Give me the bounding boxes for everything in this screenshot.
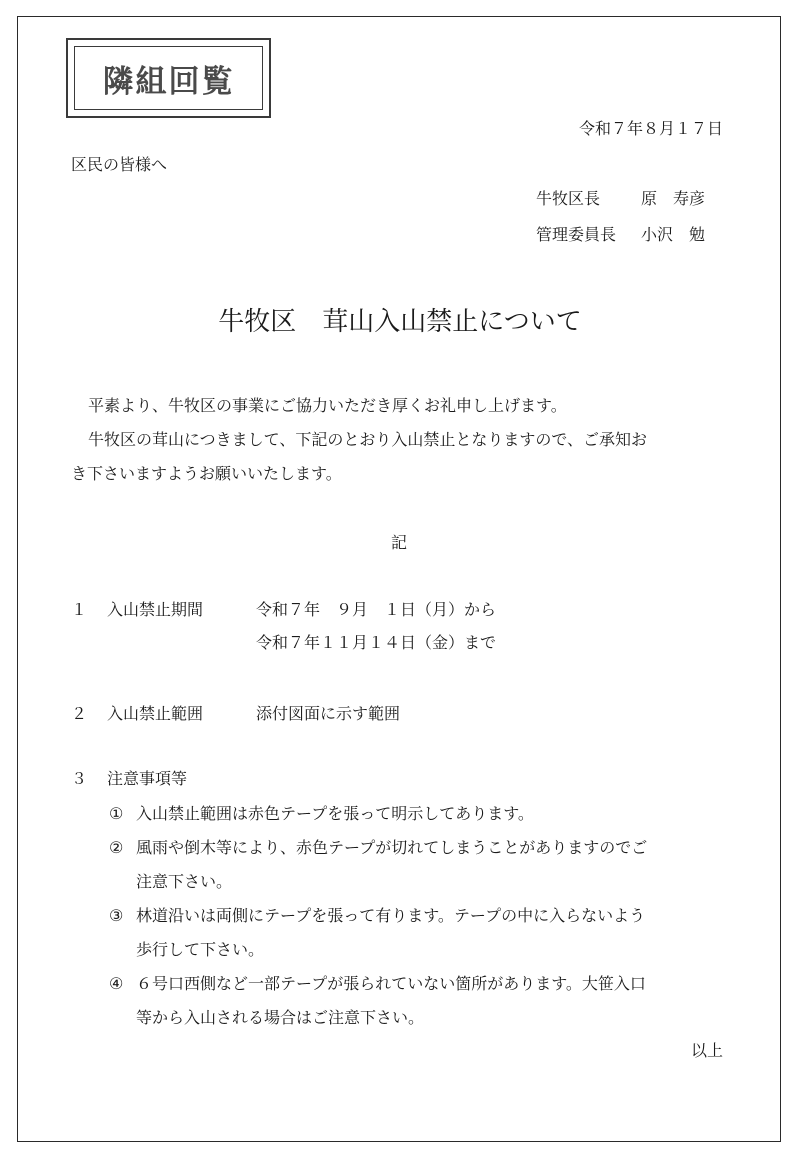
note-3-mark: ③ [109,906,124,925]
note-2-line-1: 風雨や倒木等により、赤色テープが切れてしまうことがありますのでご [136,838,648,857]
document-page [17,16,781,1142]
item-3-number: ３ [71,769,88,788]
note-1-mark: ① [109,804,124,823]
item-1-period-start: 令和７年 ９月 １日（月）から [256,600,497,619]
note-2-mark: ② [109,838,124,857]
note-4-line-2: 等から入山される場合はご注意下さい。 [136,1008,425,1027]
addressee: 区民の皆様へ [71,155,168,174]
item-2-number: ２ [71,704,88,723]
body-line-3: き下さいますようお願いいたします。 [71,464,342,483]
closing-ijou: 以上 [690,1041,723,1060]
circular-stamp-box [66,38,271,118]
circular-stamp-label: 隣組回覧 [102,63,235,100]
item-2-label: 入山禁止範囲 [107,704,204,723]
item-1-period-end: 令和７年１１月１４日（金）まで [256,633,497,652]
document-title: 牛牧区 茸山入山禁止について [218,307,582,337]
sender-role-committee: 管理委員長 [536,225,617,244]
sender-name-chief: 原 寿彦 [641,189,706,208]
note-3-line-1: 林道沿いは両側にテープを張って有ります。テープの中に入らないよう [136,906,646,925]
document-date: 令和７年８月１７日 [578,119,723,138]
body-line-2: 牛牧区の茸山につきまして、下記のとおり入山禁止となりますので、ご承知お [88,430,648,449]
body-line-1: 平素より、牛牧区の事業にご協力いただき厚くお礼申し上げます。 [88,396,567,415]
item-2-value: 添付図面に示す範囲 [256,704,401,723]
note-2-line-2: 注意下さい。 [136,872,233,891]
note-3-line-2: 歩行して下さい。 [136,940,265,959]
sender-name-committee: 小沢 勉 [641,225,706,244]
ki-heading: 記 [391,533,408,552]
note-4-mark: ④ [109,974,124,993]
note-4-line-1: ６号口西側など一部テープが張られていない箇所があります。大笹入口 [136,974,646,993]
sender-role-chief: 牛牧区長 [536,189,601,208]
note-1-line-1: 入山禁止範囲は赤色テープを張って明示してあります。 [136,804,534,823]
circular-stamp-inner-border [74,46,263,110]
item-3-label: 注意事項等 [107,769,188,788]
item-1-label: 入山禁止期間 [107,600,204,619]
item-1-number: １ [71,600,88,619]
